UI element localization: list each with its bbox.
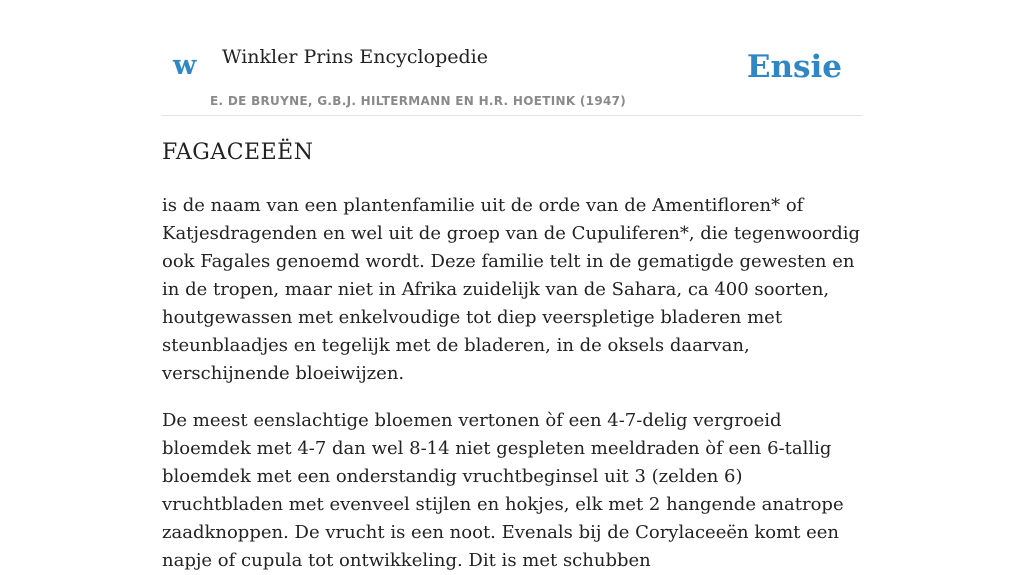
article-paragraph-1: is de naam van een plantenfamilie uit de orde van de Amentifloren* of Katjesdragenden en wel uit de groep van de Cupuliferen*, die tegenwoordig ook Fagales genoemd wordt. Deze familie telt in de gematigde gewesten en in de tropen, maar niet in Afrika zuidelijk van de Sahara, ca 400 soorten, houtgewassen met enkelvoudige tot diep veerspletige bladeren met steunblaadjes en tegelijk met de bladeren, in de oksels daarvan, verschijnende bloeiwijzen. — [162, 194, 861, 384]
winkler-prins-logo[interactable]: w — [173, 50, 197, 81]
article-title: FAGACEEËN — [162, 140, 314, 165]
work-title[interactable]: Winkler Prins Encyclopedie — [222, 46, 488, 68]
article — [162, 138, 862, 575]
ensie-brand-logo[interactable]: Ensie — [746, 49, 842, 85]
article-paragraph-2: De meest eenslachtige bloemen vertonen òf een 4-7-delig vergroeid bloemdek met 4-7 dan wel 8-14 niet gespleten meeldraden òf een 6-tallig bloemdek met een onderstandig vruchtbeginsel uit 3 (zelden 6) vruchtbladen met evenveel stijlen en hokjes, elk met 2 hangende anatrope zaadknoppen. De vrucht is een noot. Evenals bij de Corylaceeën komt een napje of cupula tot ontwikkeling. Dit is met schubben — [162, 409, 844, 571]
header — [162, 0, 862, 116]
authors-line: E. DE BRUYNE, G.B.J. HILTERMANN EN H.R. HOETINK (1947) — [210, 94, 627, 108]
